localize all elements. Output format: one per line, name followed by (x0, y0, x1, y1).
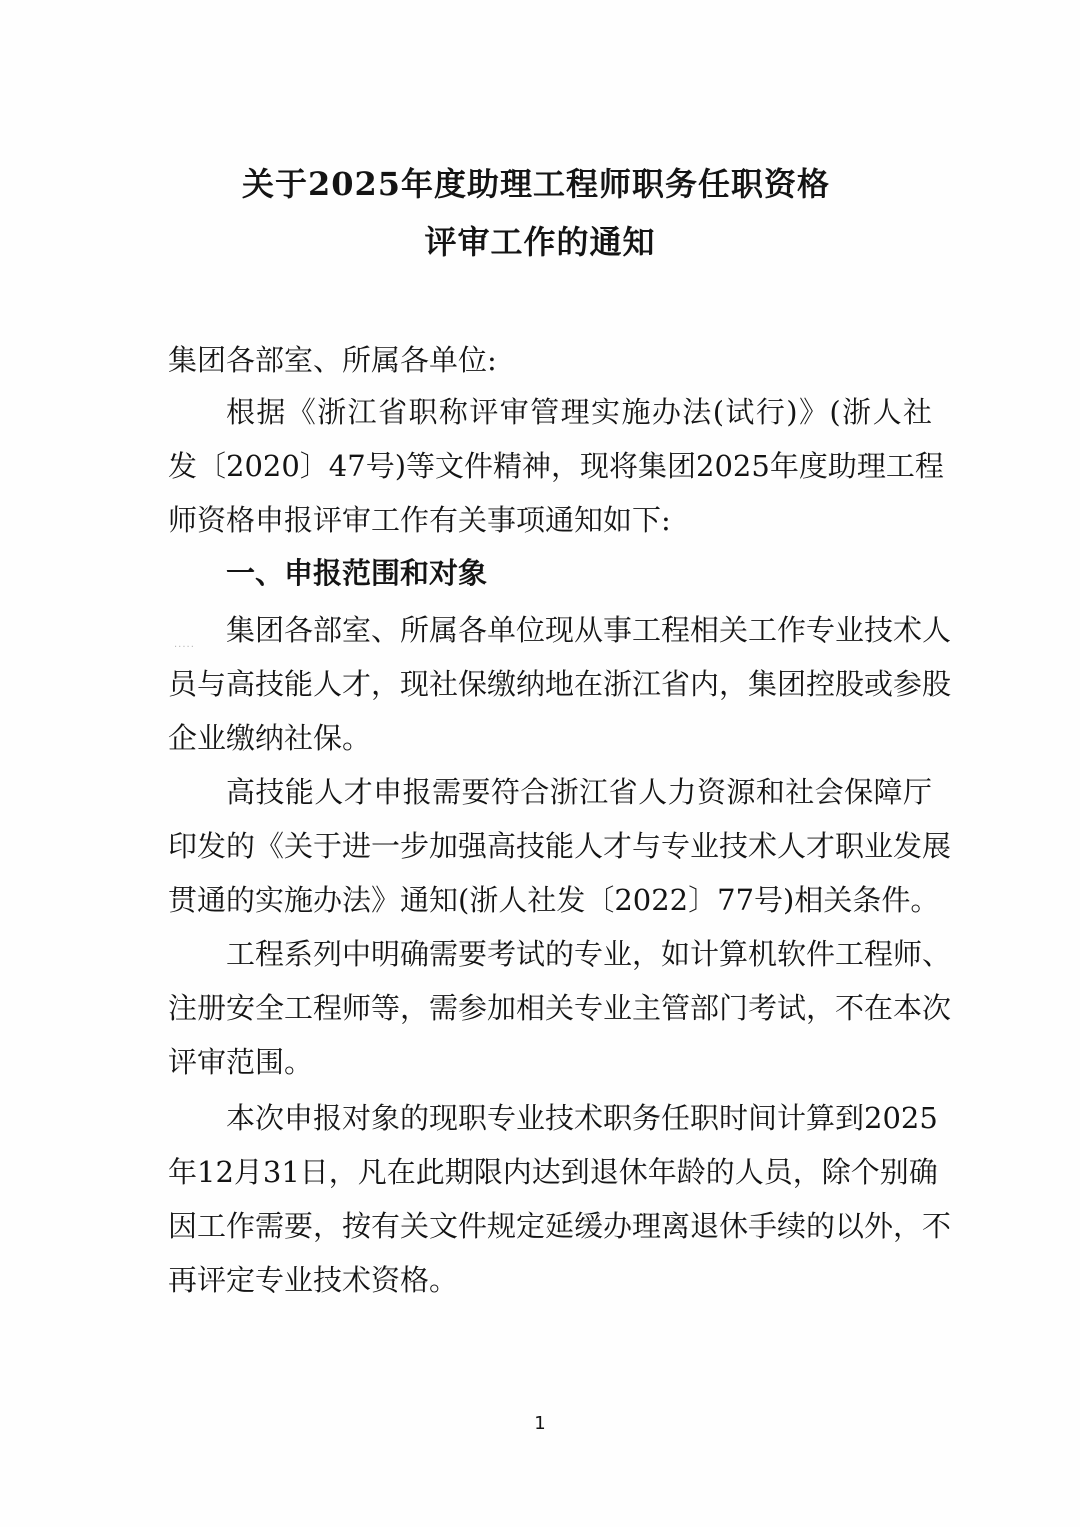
margin-mark: ..... (174, 639, 195, 650)
paragraph-4-line-1: 工程系列中明确需要考试的专业，如计算机软件工程师、 (226, 937, 952, 971)
paragraph-2-line-2: 员与高技能人才，现社保缴纳地在浙江省内，集团控股或参股 (168, 667, 952, 701)
paragraph-1-line-2: 发〔2020〕47号)等文件精神，现将集团2025年度助理工程 (168, 449, 944, 483)
paragraph-3-line-3: 贯通的实施办法》通知(浙人社发〔2022〕77号)相关条件。 (168, 883, 940, 917)
paragraph-3-line-1: 高技能人才申报需要符合浙江省人力资源和社会保障厅 (226, 775, 932, 809)
paragraph-3-line-2: 印发的《关于进一步加强高技能人才与专业技术人才职业发展 (168, 829, 952, 863)
paragraph-5-line-4: 再评定专业技术资格。 (168, 1263, 459, 1297)
document-title-line-2: 评审工作的通知 (424, 223, 656, 261)
paragraph-5-line-2: 年12月31日，凡在此期限内达到退休年龄的人员，除个别确 (168, 1155, 938, 1189)
salutation: 集团各部室、所属各单位: (168, 343, 497, 377)
paragraph-4-line-3: 评审范围。 (168, 1045, 314, 1079)
document-title-line-1: 关于2025年度助理工程师职务任职资格 (241, 165, 831, 203)
paragraph-2-line-3: 企业缴纳社保。 (168, 721, 372, 755)
paragraph-2-line-1: 集团各部室、所属各单位现从事工程相关工作专业技术人 (226, 613, 952, 647)
section-1-heading: 一、申报范围和对象 (226, 556, 488, 590)
paragraph-1-line-3: 师资格申报评审工作有关事项通知如下: (168, 503, 671, 537)
paragraph-4-line-2: 注册安全工程师等，需参加相关专业主管部门考试，不在本次 (168, 991, 952, 1025)
page-number: 1 (534, 1413, 546, 1434)
paragraph-5-line-1: 本次申报对象的现职专业技术职务任职时间计算到2025 (226, 1101, 938, 1135)
paragraph-1-line-1: 根据《浙江省职称评审管理实施办法(试行)》(浙人社 (226, 395, 932, 429)
paragraph-5-line-3: 因工作需要，按有关文件规定延缓办理离退休手续的以外，不 (168, 1209, 952, 1243)
